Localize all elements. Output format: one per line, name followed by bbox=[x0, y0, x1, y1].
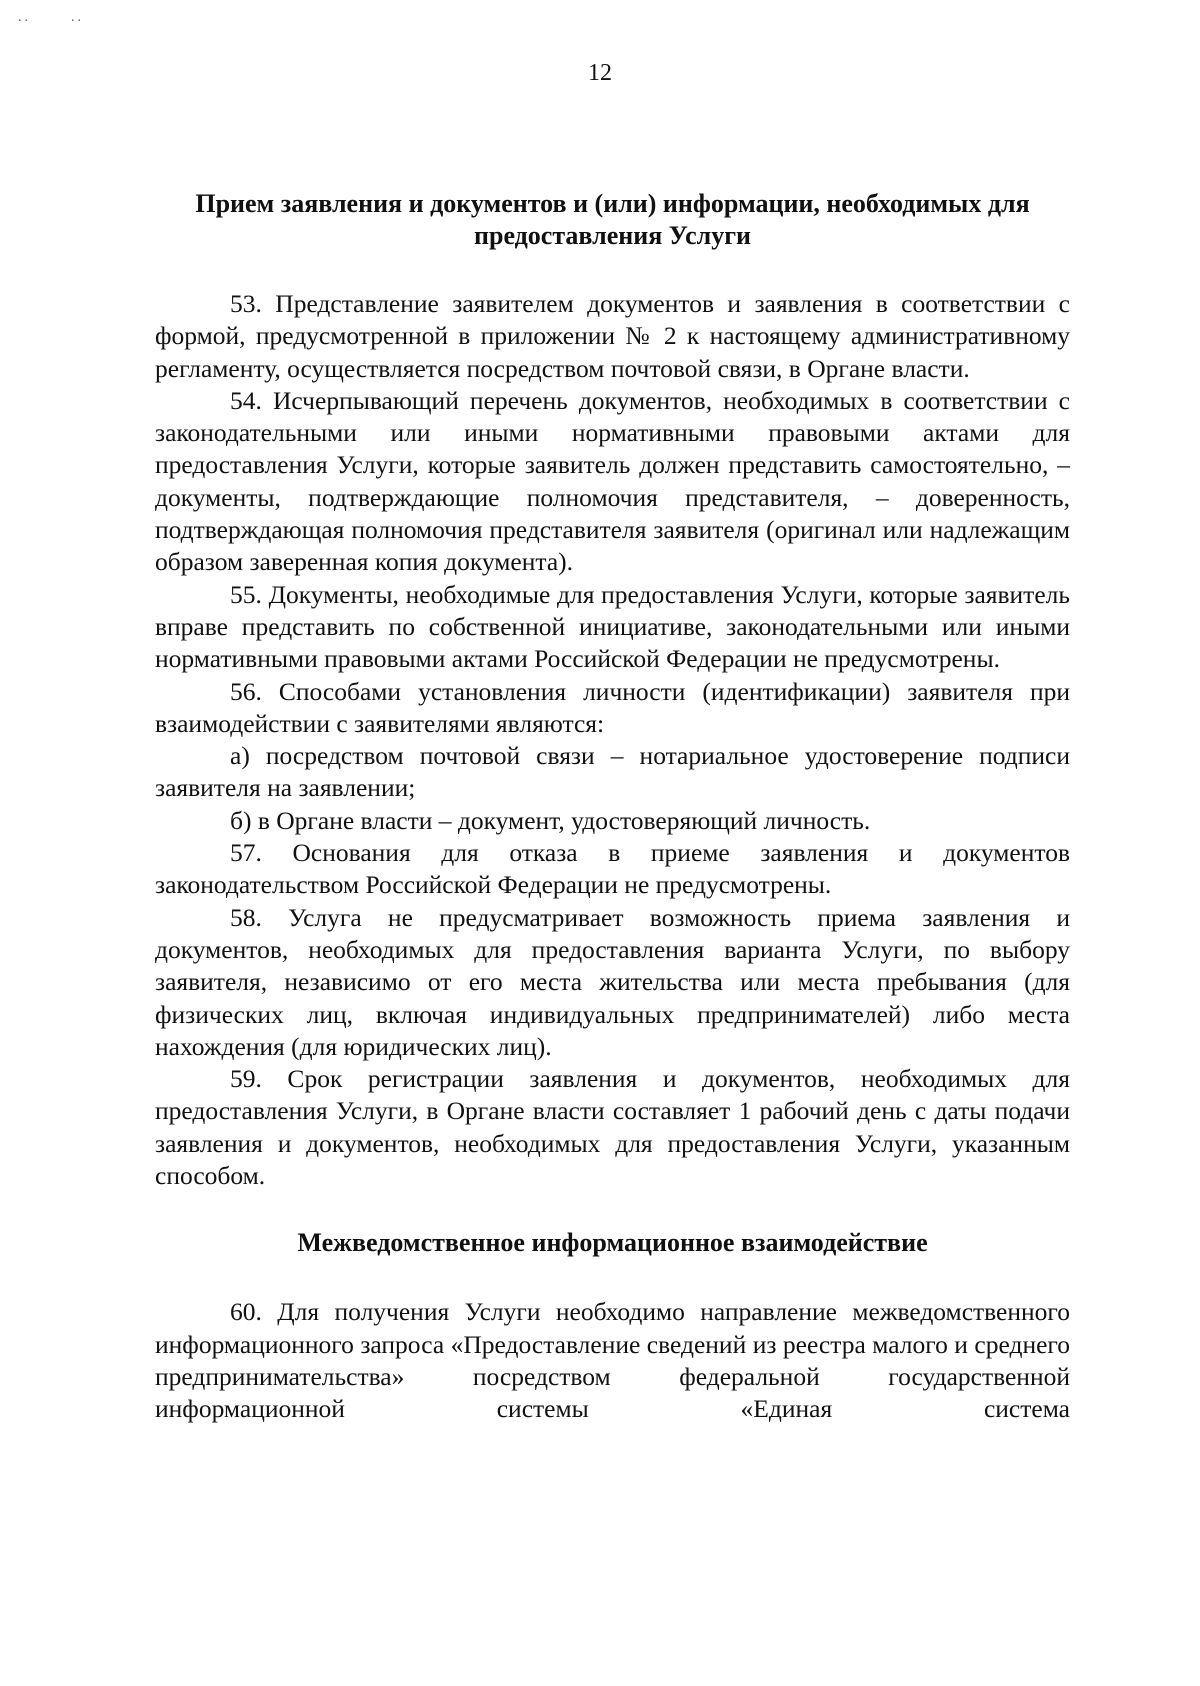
paragraph-58: 58. Услуга не предусматривает возможность приема заявления и документов, необходимых для предоставления варианта Услуги, по выбору заявителя, независимо от его места жительства или места пребывания (для физических лиц, включая индивидуальных предпринимателей) либо места нахождения (для юридических лиц). bbox=[155, 902, 1070, 1061]
scan-mark: .. bbox=[18, 10, 31, 25]
scan-mark: .. bbox=[71, 10, 84, 25]
page-number: 12 bbox=[588, 60, 612, 86]
heading-line: предоставления Услуги bbox=[474, 221, 751, 250]
paragraph-59: 59. Срок регистрации заявления и документов, необходимых для предоставления Услуги, в Органе власти составляет 1 рабочий день с даты подачи заявления и документов, необходимых для предоставления Услуги, указанным способом. bbox=[155, 1064, 1070, 1191]
paragraph-53: 53. Представление заявителем документов и заявления в соответствии с формой, предусмотренной в приложении № 2 к настоящему административному регламенту, осуществляется посредством почтовой связи, в Органе власти. bbox=[155, 289, 1070, 383]
section-heading-reception bbox=[155, 188, 1070, 252]
section-heading-interagency: Межведомственное информационное взаимодействие bbox=[297, 1228, 928, 1258]
paragraph-55: 55. Документы, необходимые для предоставления Услуги, которые заявитель вправе представить по собственной инициативе, законодательными или иными нормативными правовыми актами Российской Федерации не предусмотрены. bbox=[155, 579, 1070, 674]
paragraph-56-b: б) в Органе власти – документ, удостоверяющий личность. bbox=[230, 805, 871, 835]
document-body bbox=[155, 188, 1070, 1426]
paragraph-56-a: а) посредством почтовой связи – нотариальное удостоверение подписи заявителя на заявлении; bbox=[155, 741, 1070, 803]
paragraph-60: 60. Для получения Услуги необходимо направление межведомственного информационного запроса «Предоставление сведений из реестра малого и среднего предпринимательства» посредством федеральной государственной информационной системы «Единая система bbox=[155, 1297, 1070, 1424]
scan-marks bbox=[18, 10, 84, 26]
paragraph-57: 57. Основания для отказа в приеме заявления и документов законодательством Российской Федерации не предусмотрены. bbox=[155, 838, 1070, 900]
paragraph-54: 54. Исчерпывающий перечень документов, необходимых в соответствии с законодательными или иными нормативными правовыми актами для предоставления Услуги, которые заявитель должен представить самостоятельно, – документы, подтверждающие полномочия представителя, – доверенность, подтверждающая полномочия представителя заявителя (оригинал или надлежащим образом заверенная копия документа). bbox=[155, 385, 1070, 577]
paragraph-56: 56. Способами установления личности (идентификации) заявителя при взаимодействии с заявителями являются: bbox=[155, 676, 1070, 738]
heading-line: Прием заявления и документов и (или) информации, необходимых для bbox=[195, 189, 1030, 218]
